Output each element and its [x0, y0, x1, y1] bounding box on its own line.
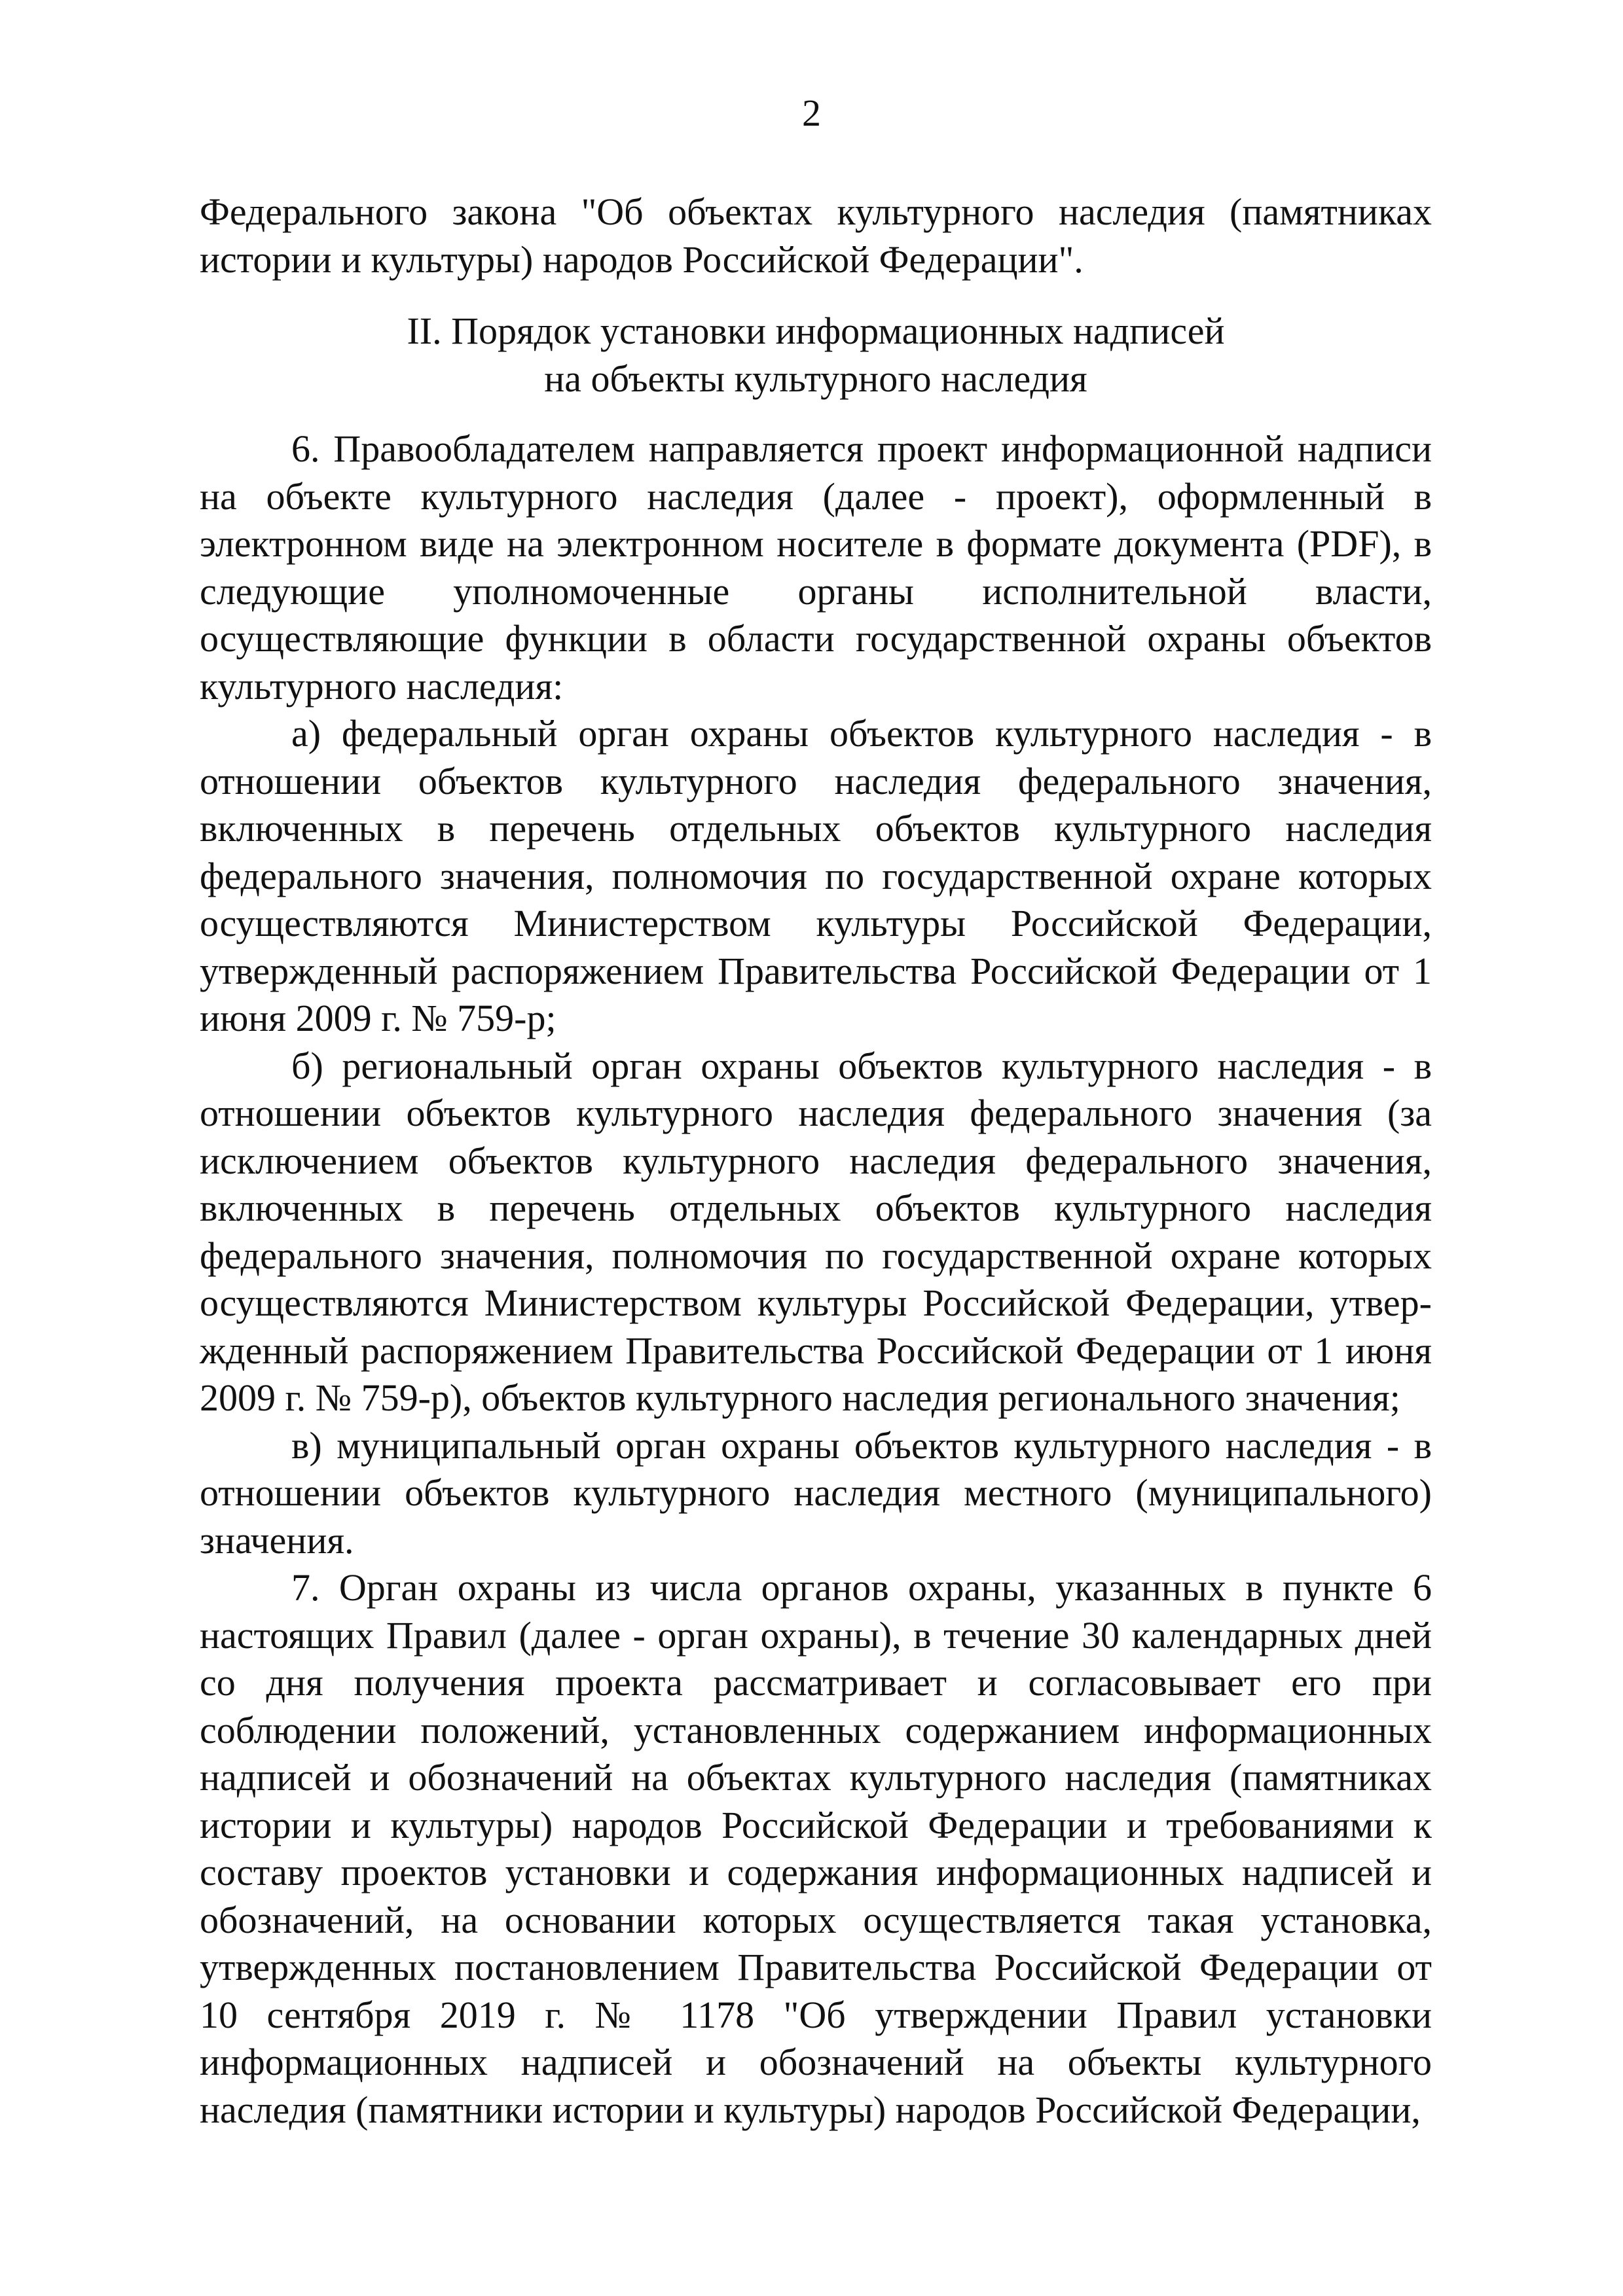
- paragraph-6v: в) муниципальный орган охраны объектов культурного наследия - в отношении объектов культурного наследия местного (муниципального) значения.: [200, 1424, 1432, 1562]
- section-heading-line-2: на объекты культурного наследия: [544, 357, 1087, 400]
- page-number: 2: [802, 92, 821, 134]
- intro-text: Федерального закона "Об объектах культурного наследия (памятниках истории и культуры) народов Российской Федерации".: [200, 190, 1432, 281]
- paragraph-6a: а) федеральный орган охраны объектов культурного наследия - в отношении объектов культурного наследия федерального значения, включенных в перечень отдельных объектов культурного наследия федерального значения, полномочия по государственной охране которых осуществляются Министерством культуры Российской Федерации, утвержденный распоряжением Правительства Российской Федерации от 1 июня 2009 г. № 759-р;: [200, 712, 1432, 1039]
- paragraph-7: 7. Орган охраны из числа органов охраны, указанных в пункте 6 настоящих Правил (далее - орган охраны), в течение 30 календарных дней со дня получения проекта рассматривает и согласовывает его при соблюдении положений, установленных содержанием информационных надписей и обозначений на объектах культурного наследия (памятниках истории и культуры) народов Российской Федерации и требованиями к составу проектов установки и содержания информационных надписей и обозначений, на основании которых осуществляется такая установка, утвержденных постановлением Правительства Российской Федерации от 10 сентября 2019 г. № 1178 "Об утверждении Правил установки информационных надписей и обозначений на объекты культурного наследия (памятники истории и культуры) народов Российской Федерации,: [200, 1566, 1432, 2131]
- section-heading: [200, 308, 1432, 403]
- section-heading-line-1: II. Порядок установки информационных надписей: [407, 310, 1225, 352]
- paragraph-6b: б) региональный орган охраны объектов культурного наследия - в отношении объектов культурного наследия федерального значения (за исключением объектов культурного наследия федерального значения, включенных в перечень отдельных объектов культурного наследия федерального значения, полномочия по государственной охране которых осуществляются Министерством культуры Российской Федерации, утвержденный распоряжением Правительства Российской Федерации от 1 июня 2009 г. № 759-р), объектов культурного наследия регионального значения;: [200, 1044, 1432, 1419]
- body-text: [200, 425, 1432, 2134]
- paragraph-6: 6. Правообладателем направляется проект информационной надписи на объекте культурного наследия (далее - проект), оформленный в электронном виде на электронном носителе в формате документа (PDF), в следующие уполномоченные органы исполнительной власти, осуществляющие функции в области государственной охраны объектов культурного наследия:: [200, 427, 1432, 708]
